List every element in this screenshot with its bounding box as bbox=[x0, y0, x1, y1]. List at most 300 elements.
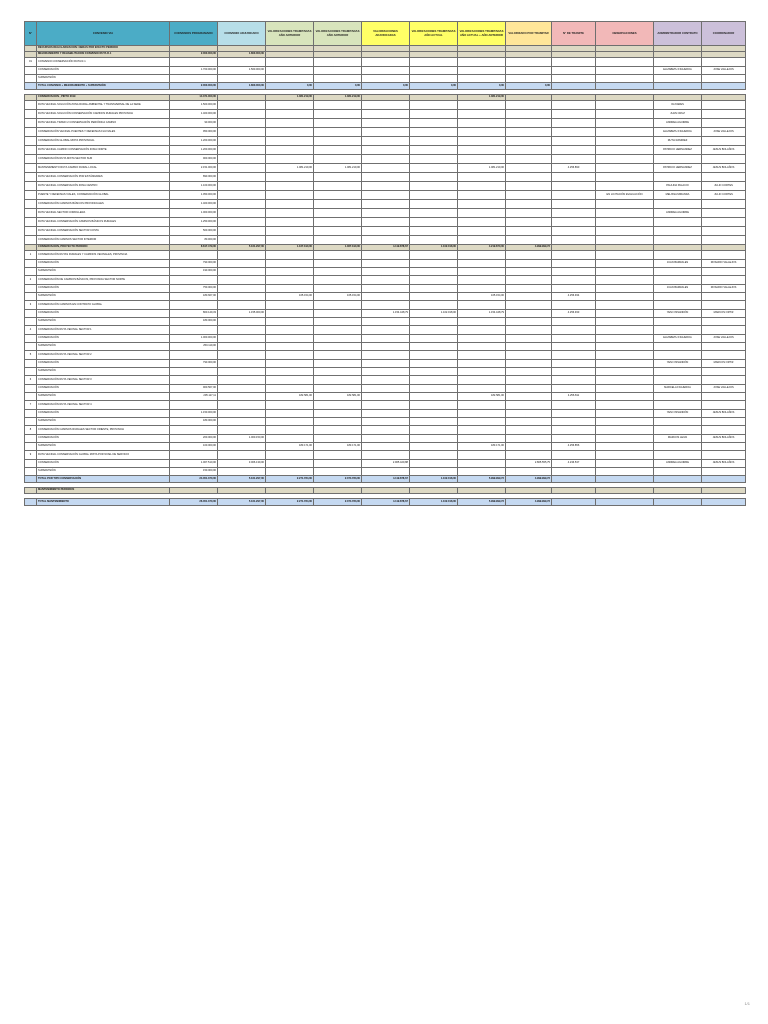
table-cell: 2.000.000,00 bbox=[170, 83, 218, 90]
table-cell bbox=[25, 499, 37, 506]
table-cell bbox=[218, 164, 266, 173]
table-cell bbox=[596, 67, 654, 75]
table-cell: 790.000,00 bbox=[170, 360, 218, 368]
table-cell bbox=[552, 426, 596, 435]
table-cell bbox=[552, 326, 596, 335]
table-row bbox=[25, 435, 746, 443]
table-cell bbox=[218, 326, 266, 335]
table-cell bbox=[266, 101, 314, 110]
table-cell bbox=[702, 476, 746, 483]
table-cell bbox=[458, 200, 506, 209]
table-cell bbox=[410, 67, 458, 75]
table-cell bbox=[314, 268, 362, 276]
table-cell bbox=[266, 58, 314, 67]
table-cell bbox=[596, 351, 654, 360]
table-cell: 1.000.000,00 bbox=[170, 335, 218, 343]
table-cell: JOSE VALLEJOS bbox=[702, 335, 746, 343]
table-cell bbox=[702, 499, 746, 506]
table-cell bbox=[506, 75, 552, 83]
table-cell bbox=[654, 218, 702, 227]
table-row bbox=[25, 351, 746, 360]
table-cell bbox=[596, 401, 654, 410]
table-cell bbox=[552, 83, 596, 90]
table-cell bbox=[218, 385, 266, 393]
table-cell bbox=[362, 110, 410, 119]
table-cell bbox=[506, 119, 552, 128]
table-cell bbox=[25, 293, 37, 301]
table-cell bbox=[552, 499, 596, 506]
table-cell bbox=[170, 401, 218, 410]
table-cell bbox=[506, 200, 552, 209]
table-cell bbox=[596, 376, 654, 385]
table-cell bbox=[314, 146, 362, 155]
table-cell bbox=[702, 227, 746, 236]
table-cell bbox=[654, 301, 702, 310]
table-cell bbox=[410, 426, 458, 435]
table-cell: 1.000.000,00 bbox=[170, 209, 218, 218]
table-cell bbox=[218, 200, 266, 209]
table-cell bbox=[596, 301, 654, 310]
table-cell bbox=[218, 276, 266, 285]
table-cell: 4.119.878,67 bbox=[362, 476, 410, 483]
table-cell bbox=[552, 418, 596, 426]
table-cell bbox=[506, 468, 552, 476]
table-cell bbox=[506, 236, 552, 245]
table-cell: 2.805.555,75 bbox=[506, 460, 552, 468]
table-cell bbox=[266, 200, 314, 209]
table-cell bbox=[552, 385, 596, 393]
column-header: VALORIZACIONES TRAMITADAS AÑO ANTERIOR bbox=[314, 22, 362, 46]
table-cell bbox=[596, 410, 654, 418]
table-cell bbox=[314, 285, 362, 293]
table-cell: RECURSOS REGULARIZACIÓN: OBRAS POR EFECTO PERIODO bbox=[37, 46, 170, 52]
table-cell: CONSERVACIÓN GLOBAL MIXTA PROVINCIAL bbox=[37, 137, 170, 146]
table-cell bbox=[218, 343, 266, 351]
table-cell bbox=[218, 360, 266, 368]
table-cell bbox=[596, 146, 654, 155]
table-cell: 183.171,00 bbox=[458, 443, 506, 451]
table-cell: 1 bbox=[25, 251, 37, 260]
table-cell bbox=[552, 67, 596, 75]
table-cell bbox=[596, 200, 654, 209]
table-cell bbox=[218, 260, 266, 268]
table-cell bbox=[362, 276, 410, 285]
table-cell: 9 bbox=[25, 451, 37, 460]
table-cell: ANDREA AGUIRRE bbox=[654, 460, 702, 468]
table-row bbox=[25, 360, 746, 368]
table-cell bbox=[596, 164, 654, 173]
table-cell bbox=[25, 110, 37, 119]
table-cell bbox=[25, 200, 37, 209]
table-cell: 80.000,00 bbox=[170, 236, 218, 245]
column-header: ADMINISTRADOR CONTRATO bbox=[654, 22, 702, 46]
table-cell bbox=[506, 301, 552, 310]
table-cell bbox=[314, 75, 362, 83]
table-cell bbox=[314, 209, 362, 218]
table-cell: CONSERVACIÓN VECINAL PUENTES Y DEFENSAS FLUVIALES bbox=[37, 128, 170, 137]
table-cell: 890.000,00 bbox=[170, 173, 218, 182]
table-cell bbox=[552, 236, 596, 245]
table-cell: 180.000,00 bbox=[170, 418, 218, 426]
table-cell bbox=[458, 343, 506, 351]
table-cell bbox=[410, 285, 458, 293]
table-cell bbox=[702, 393, 746, 401]
table-cell: JULIO CORTES bbox=[702, 182, 746, 191]
table-cell bbox=[314, 191, 362, 200]
table-cell bbox=[654, 236, 702, 245]
table-cell: MANTENIMIENTO RUTA CAMINO RURAL LOCAL bbox=[37, 164, 170, 173]
table-cell bbox=[596, 110, 654, 119]
table-cell bbox=[506, 146, 552, 155]
table-cell bbox=[552, 155, 596, 164]
table-cell bbox=[362, 301, 410, 310]
table-row bbox=[25, 468, 746, 476]
table-cell bbox=[218, 351, 266, 360]
table-cell bbox=[458, 301, 506, 310]
table-cell: 1.050.000,00 bbox=[170, 191, 218, 200]
table-cell bbox=[314, 318, 362, 326]
table-cell bbox=[218, 137, 266, 146]
column-header: N° bbox=[25, 22, 37, 46]
column-header: N° DE TRAMITE bbox=[552, 22, 596, 46]
table-cell bbox=[552, 410, 596, 418]
table-cell: 182.581,00 bbox=[458, 393, 506, 401]
table-cell bbox=[596, 468, 654, 476]
table-row bbox=[25, 376, 746, 385]
table-cell bbox=[654, 376, 702, 385]
table-cell: 250.119,00 bbox=[170, 343, 218, 351]
table-cell bbox=[552, 318, 596, 326]
table-cell: CONSERVACIÓN RUTA VECINAL SECTOR 3 bbox=[37, 376, 170, 385]
table-cell bbox=[552, 251, 596, 260]
table-cell bbox=[170, 368, 218, 376]
table-cell bbox=[218, 75, 266, 83]
table-cell: 7 bbox=[25, 401, 37, 410]
table-cell bbox=[654, 318, 702, 326]
table-cell bbox=[266, 451, 314, 460]
table-cell bbox=[702, 209, 746, 218]
table-cell: 182.581,00 bbox=[266, 393, 314, 401]
table-cell: CONSERVACIÓN bbox=[37, 67, 170, 75]
table-cell bbox=[552, 301, 596, 310]
table-cell bbox=[362, 173, 410, 182]
table-cell: SUPERVISIÓN bbox=[37, 293, 170, 301]
table-cell bbox=[410, 451, 458, 460]
table-cell bbox=[362, 209, 410, 218]
table-cell: 24.351.370,00 bbox=[170, 476, 218, 483]
table-cell bbox=[506, 410, 552, 418]
table-cell: 180.667,00 bbox=[170, 293, 218, 301]
table-cell bbox=[410, 468, 458, 476]
table-cell: SUPERVISIÓN bbox=[37, 75, 170, 83]
table-cell bbox=[506, 393, 552, 401]
table-cell: 4.256.890 bbox=[552, 164, 596, 173]
table-cell bbox=[314, 326, 362, 335]
table-cell bbox=[702, 173, 746, 182]
table-cell bbox=[506, 401, 552, 410]
table-cell: 500.000,00 bbox=[170, 227, 218, 236]
table-cell bbox=[314, 426, 362, 435]
table-cell: 1.800.000,00 bbox=[218, 52, 266, 58]
table-cell bbox=[506, 318, 552, 326]
table-cell bbox=[552, 200, 596, 209]
table-cell: ANDREA AGUIRRE bbox=[654, 209, 702, 218]
table-cell bbox=[410, 155, 458, 164]
table-cell bbox=[314, 128, 362, 137]
table-cell: 1.155.000,00 bbox=[218, 310, 266, 318]
table-cell: 1.400.000,00 bbox=[170, 200, 218, 209]
table-cell bbox=[362, 227, 410, 236]
table-cell bbox=[458, 75, 506, 83]
table-cell: PUENTE Y DEFENSAS VIALES, CONSERVACIÓN GLOBAL bbox=[37, 191, 170, 200]
table-cell bbox=[506, 310, 552, 318]
table-cell: PATRICIO HERNANDEZ bbox=[654, 164, 702, 173]
table-cell bbox=[458, 426, 506, 435]
table-cell bbox=[552, 209, 596, 218]
table-cell: 4.999.999,72 bbox=[506, 245, 552, 251]
table-cell bbox=[410, 119, 458, 128]
table-cell bbox=[266, 343, 314, 351]
table-cell bbox=[362, 368, 410, 376]
table-cell bbox=[266, 251, 314, 260]
table-cell bbox=[218, 410, 266, 418]
table-cell bbox=[218, 251, 266, 260]
table-cell: 0,00 bbox=[362, 83, 410, 90]
table-cell bbox=[410, 200, 458, 209]
table-row bbox=[25, 67, 746, 75]
table-cell bbox=[314, 335, 362, 343]
table-cell bbox=[25, 410, 37, 418]
table-cell bbox=[266, 209, 314, 218]
table-cell bbox=[702, 101, 746, 110]
table-cell bbox=[362, 451, 410, 460]
table-cell bbox=[266, 182, 314, 191]
table-cell bbox=[410, 110, 458, 119]
table-cell bbox=[654, 276, 702, 285]
table-cell bbox=[552, 260, 596, 268]
table-cell: 165.154,00 bbox=[458, 293, 506, 301]
table-cell: TOTAL MANTENIMIENTO bbox=[37, 499, 170, 506]
table-cell bbox=[458, 209, 506, 218]
table-cell bbox=[702, 83, 746, 90]
table-cell bbox=[552, 227, 596, 236]
table-cell bbox=[552, 335, 596, 343]
table-cell: JESUS BOLAÑOS bbox=[702, 146, 746, 155]
table-cell bbox=[25, 343, 37, 351]
table-cell bbox=[362, 236, 410, 245]
table-cell: CONSERVACIÓN bbox=[37, 435, 170, 443]
table-cell bbox=[596, 58, 654, 67]
table-row bbox=[25, 58, 746, 67]
table-cell: 790.000,00 bbox=[170, 260, 218, 268]
table-cell bbox=[266, 110, 314, 119]
table-cell bbox=[362, 128, 410, 137]
table-cell bbox=[458, 128, 506, 137]
column-header: CONVENIO ADJUDICADO bbox=[218, 22, 266, 46]
total-row bbox=[25, 476, 746, 483]
table-cell bbox=[25, 468, 37, 476]
table-cell: JUAN BARRALES bbox=[654, 285, 702, 293]
table-cell: YENI OSSANDÓN bbox=[654, 310, 702, 318]
table-cell: MEJORAMIENTO Y REHABILITACIÓN CONVENIO RUTA R-1 bbox=[37, 52, 170, 58]
table-cell bbox=[362, 67, 410, 75]
table-cell bbox=[266, 155, 314, 164]
table-cell: 165.154,00 bbox=[314, 293, 362, 301]
table-cell bbox=[458, 101, 506, 110]
table-cell bbox=[596, 343, 654, 351]
table-cell bbox=[458, 285, 506, 293]
table-cell: 3 bbox=[25, 301, 37, 310]
table-cell bbox=[458, 155, 506, 164]
table-cell: RUTA VECINAL CAMINO CONSERVACIÓN ZONA NORTE bbox=[37, 146, 170, 155]
table-cell: ELIZABETH FIGUEROA bbox=[654, 67, 702, 75]
table-cell bbox=[314, 310, 362, 318]
table-cell: 2.074.783,00 bbox=[314, 476, 362, 483]
table-cell bbox=[218, 301, 266, 310]
table-cell bbox=[552, 146, 596, 155]
table-cell: CONSERVACIÓN bbox=[37, 385, 170, 393]
table-cell bbox=[314, 301, 362, 310]
table-cell: JULIO CORTES bbox=[702, 191, 746, 200]
table-cell bbox=[218, 110, 266, 119]
table-cell bbox=[25, 67, 37, 75]
table-row bbox=[25, 236, 746, 245]
table-cell bbox=[596, 137, 654, 146]
table-cell bbox=[702, 451, 746, 460]
table-cell: 5.999.999,72 bbox=[458, 476, 506, 483]
table-cell: CONSERVACIÓN CAMINOS RURALES SECTOR ORIENTE, PROVINCIA bbox=[37, 426, 170, 435]
table-cell: 4.219.870,00 bbox=[458, 245, 506, 251]
table-cell: YENI OSSANDÓN bbox=[654, 410, 702, 418]
table-cell: 165.154,00 bbox=[266, 293, 314, 301]
table-cell bbox=[506, 218, 552, 227]
table-cell: 0,00 bbox=[266, 83, 314, 90]
table-cell bbox=[25, 137, 37, 146]
table-cell bbox=[218, 393, 266, 401]
table-cell: JESUS BOLAÑOS bbox=[702, 460, 746, 468]
table-row bbox=[25, 276, 746, 285]
table-cell: ROSARIO VALLEJOS bbox=[702, 285, 746, 293]
table-row bbox=[25, 285, 746, 293]
table-row bbox=[25, 451, 746, 460]
table-cell bbox=[314, 173, 362, 182]
table-cell bbox=[266, 435, 314, 443]
table-cell: 6 bbox=[25, 376, 37, 385]
table-cell bbox=[458, 137, 506, 146]
table-row bbox=[25, 335, 746, 343]
table-cell: ELIZABETH FIGUEROA bbox=[654, 128, 702, 137]
table-cell bbox=[410, 301, 458, 310]
table-cell bbox=[362, 101, 410, 110]
table-row bbox=[25, 155, 746, 164]
table-cell: CONSERVACIÓN bbox=[37, 310, 170, 318]
table-cell bbox=[362, 351, 410, 360]
table-cell bbox=[314, 101, 362, 110]
table-cell: 1.154.448,79 bbox=[458, 310, 506, 318]
table-cell bbox=[552, 128, 596, 137]
table-cell bbox=[654, 443, 702, 451]
table-cell bbox=[596, 418, 654, 426]
table-cell bbox=[596, 182, 654, 191]
table-cell bbox=[25, 393, 37, 401]
table-row bbox=[25, 251, 746, 260]
table-cell bbox=[218, 368, 266, 376]
table-cell bbox=[218, 285, 266, 293]
table-cell bbox=[654, 155, 702, 164]
table-cell bbox=[362, 200, 410, 209]
table-cell bbox=[218, 443, 266, 451]
table-cell bbox=[506, 360, 552, 368]
table-cell bbox=[410, 173, 458, 182]
table-cell bbox=[25, 227, 37, 236]
table-cell bbox=[458, 119, 506, 128]
table-cell bbox=[25, 128, 37, 137]
table-cell: RUTA VECINAL CONSERVACIÓN ZONA CENTRO bbox=[37, 182, 170, 191]
table-cell: 4.256.856 bbox=[552, 443, 596, 451]
table-cell bbox=[596, 368, 654, 376]
table-cell bbox=[596, 443, 654, 451]
table-cell bbox=[458, 385, 506, 393]
table-cell: ELIZABETH FIGUEROA bbox=[654, 335, 702, 343]
table-row bbox=[25, 385, 746, 393]
table-cell bbox=[266, 410, 314, 418]
table-cell: 1.081.219,00 bbox=[266, 95, 314, 101]
table-cell bbox=[458, 410, 506, 418]
column-header: CONVENIOS PROGRAMADO bbox=[170, 22, 218, 46]
table-cell: 200.000,00 bbox=[170, 435, 218, 443]
header-row bbox=[25, 22, 746, 46]
table-cell: RUTA VECINAL SOLUCIÓN CONSERVACIÓN CAMINOS RURALES PROVINCIA bbox=[37, 110, 170, 119]
table-cell bbox=[702, 376, 746, 385]
table-cell bbox=[25, 164, 37, 173]
table-cell bbox=[170, 276, 218, 285]
table-cell bbox=[314, 119, 362, 128]
table-cell bbox=[25, 443, 37, 451]
table-cell: JUAN BARRALES bbox=[654, 260, 702, 268]
table-cell: CONSERVACIÓN RUTA VECINAL SECTOR 2 bbox=[37, 351, 170, 360]
table-cell: 5.999.999,72 bbox=[458, 499, 506, 506]
table-cell bbox=[410, 318, 458, 326]
table-cell bbox=[410, 191, 458, 200]
table-row bbox=[25, 310, 746, 318]
table-cell bbox=[25, 209, 37, 218]
table-cell bbox=[266, 173, 314, 182]
table-cell bbox=[314, 435, 362, 443]
table-cell bbox=[218, 101, 266, 110]
table-cell bbox=[596, 285, 654, 293]
table-cell: 1.500.000,00 bbox=[170, 101, 218, 110]
table-cell bbox=[654, 499, 702, 506]
table-cell bbox=[410, 443, 458, 451]
table-cell bbox=[596, 276, 654, 285]
table-row bbox=[25, 191, 746, 200]
table-cell: 2.000.000,00 bbox=[170, 52, 218, 58]
table-cell bbox=[552, 360, 596, 368]
table-cell: CONSERVACIÓN DE CAMINOS BÁSICOS, PROVINCIA SECTOR NORTE bbox=[37, 276, 170, 285]
table-cell bbox=[552, 268, 596, 276]
table-row bbox=[25, 227, 746, 236]
table-cell: 1.081.219,00 bbox=[458, 95, 506, 101]
table-cell bbox=[702, 368, 746, 376]
table-cell bbox=[362, 75, 410, 83]
table-cell bbox=[506, 182, 552, 191]
table-cell bbox=[506, 137, 552, 146]
table-cell bbox=[596, 310, 654, 318]
table-cell bbox=[266, 376, 314, 385]
table-cell bbox=[266, 75, 314, 83]
table-cell bbox=[506, 385, 552, 393]
table-cell bbox=[552, 468, 596, 476]
